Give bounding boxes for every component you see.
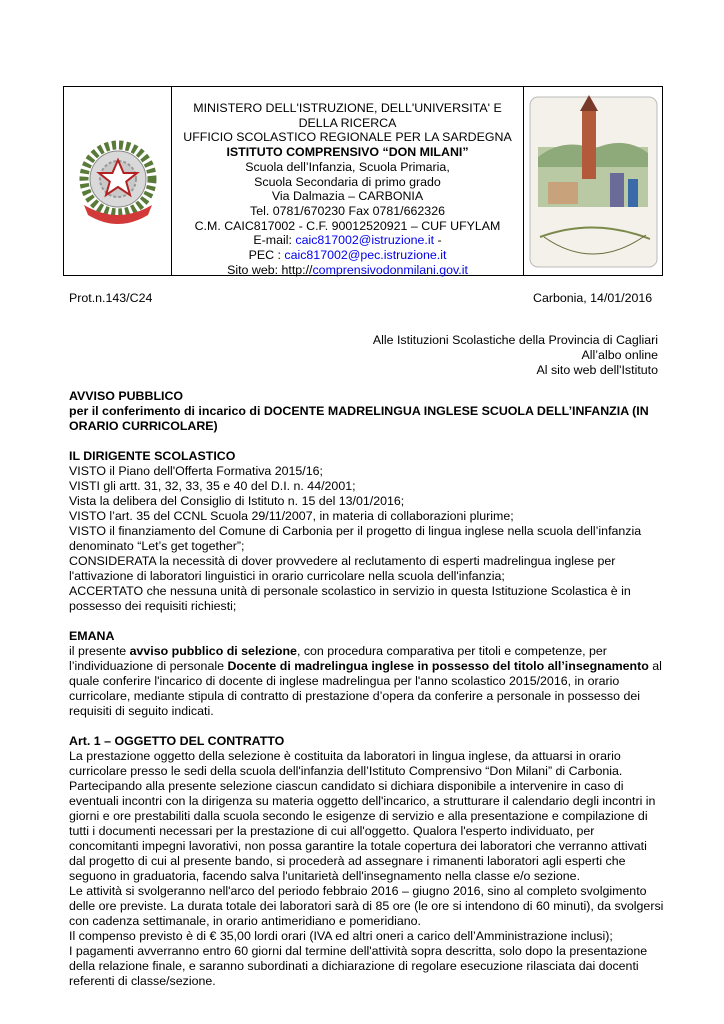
school-logo-icon xyxy=(524,87,663,275)
school-codes: C.M. CAIC817002 - C.F. 90012520921 – CUF UFYLAM xyxy=(194,218,501,233)
visto-line: denominato “Let’s get together”; xyxy=(69,539,245,553)
recipient-item: All’albo online xyxy=(581,347,658,362)
website-link[interactable]: comprensivodonmilani.gov.it xyxy=(312,262,468,277)
visto-line: VISTI gli artt. 31, 32, 33, 35 e 40 del D.I. n. 44/2001; xyxy=(69,479,356,493)
visto-line: VISTO il Piano dell'Offerta Formativa 2015/16; xyxy=(69,464,323,478)
pec-link[interactable]: caic817002@pec.istruzione.it xyxy=(284,248,447,263)
article-1-line: giorni e ore prestabiliti dalla scuola secondo le esigenze di servizio e alla presentazione e compilazione di xyxy=(69,809,648,823)
document-body xyxy=(69,389,664,989)
school-name: ISTITUTO COMPRENSIVO “DON MILANI” xyxy=(226,145,469,160)
visto-line: VISTO il finanziamento del Comune di Carbonia per il progetto di lingua inglese nella scuola dell’infanzia xyxy=(69,524,642,538)
website-line: Sito web: http://comprensivodonmilani.gov.it xyxy=(227,262,468,277)
article-1-line: Le attività si svolgeranno nell'arco del periodo febbraio 2016 – giugno 2016, sino al completo svolgimento xyxy=(69,884,647,898)
article-1-line: delle ore previste. La durata totale dei laboratori sarà di 85 ore (le ore si intendono di 60 minuti), da svolgersi xyxy=(69,899,664,913)
email-line: E-mail: caic817002@istruzione.it - xyxy=(253,233,442,248)
article-1-line: seguono in graduatoria, facendo salva l'unitarietà dell'insegnamento nella classe e/o sezione. xyxy=(69,869,581,883)
protocol-number: Prot.n.143/C24 xyxy=(69,291,153,305)
visto-line: VISTO l’art. 35 del CCNL Scuola 29/11/2007, in materia di collaborazioni plurime; xyxy=(69,509,514,523)
emana-line: quale conferire l'incarico di docente di inglese madrelingua per l'anno scolastico 2015/2016, in orario xyxy=(69,674,620,688)
italian-republic-emblem-icon xyxy=(64,87,172,275)
notice-subtitle-1: per il conferimento di incarico di DOCENTE MADRELINGUA INGLESE SCUOLA DELL’INFANZIA (IN xyxy=(69,404,649,418)
notice-subtitle-2: ORARIO CURRICOLARE) xyxy=(69,419,218,433)
article-1-line: dal progetto di cui al presente bando, si procederà ad assegnare i rimanenti laboratori agli esperti che xyxy=(69,854,626,868)
visto-line: CONSIDERATA la necessità di dover provvedere al reclutamento di esperti madrelingua inglese per xyxy=(69,554,616,568)
article-1-line: La prestazione oggetto della selezione è costituita da laboratori in lingua inglese, da attuarsi in orario xyxy=(69,749,621,763)
emblem-cell xyxy=(64,87,172,275)
article-1-title: Art. 1 – OGGETTO DEL CONTRATTO xyxy=(69,734,285,748)
recipient-item: Alle Istituzioni Scolastiche della Provincia di Cagliari xyxy=(372,333,658,347)
article-1-line: curricolare presso le sedi della scuola dell'infanzia dell’Istituto Comprensivo “Don Milani” di Carbonia. xyxy=(69,764,623,778)
regional-office: UFFICIO SCOLASTICO REGIONALE PER LA SARDEGNA xyxy=(183,130,512,145)
emana-heading: EMANA xyxy=(69,629,115,643)
institution-info xyxy=(172,87,524,275)
article-1-line: Partecipando alla presente selezione ciascun candidato si dichiara disponibile a intervenire in caso di xyxy=(69,779,624,793)
dirigente-heading: IL DIRIGENTE SCOLASTICO xyxy=(69,449,236,463)
recipients xyxy=(373,333,658,377)
school-address: Via Dalmazia – CARBONIA xyxy=(271,189,424,204)
article-1-line: concomitanti impegni lavorativi, non possa garantire la totale copertura dei laboratori che verranno attivati xyxy=(69,839,647,853)
visto-line: l'attivazione di laboratori linguistici in orario curricolare nella scuola dell'infanzia; xyxy=(69,569,505,583)
ministry-line-1: MINISTERO DELL'ISTRUZIONE, DELL'UNIVERSITA' E xyxy=(193,101,502,115)
article-1-line: Il compenso previsto è di € 35,00 lordi orari (IVA ed altri oneri a carico dell’Amministrazione inclusi); xyxy=(69,929,613,943)
school-phone: Tel. 0781/670230 Fax 0781/662326 xyxy=(250,203,445,218)
notice-title: AVVISO PUBBLICO xyxy=(69,389,184,403)
article-1-line: eventuali incontri con la dirigenza su materia oggetto dell'incarico, a strutturare il calendario degli incontri in xyxy=(69,794,656,808)
ministry-line-2: DELLA RICERCA xyxy=(298,115,397,130)
emana-line: curricolare, mediante stipula di contratto di prestazione d’opera da conferire a personale in possesso dei xyxy=(69,689,640,703)
article-1-line: I pagamenti avverranno entro 60 giorni dal termine dell'attività sopra descritta, solo dopo la presentazione xyxy=(69,944,648,958)
article-1-line: referenti di classe/sezione. xyxy=(69,974,216,988)
recipient-item: Al sito web dell'Istituto xyxy=(536,362,658,377)
emana-line: il presente avviso pubblico di selezione, con procedura comparativa per titoli e competenze, per xyxy=(69,644,607,658)
school-levels-1: Scuola dell’Infanzia, Scuola Primaria, xyxy=(245,159,450,174)
article-1-line: con cadenza settimanale, in orario antimeridiano e pomeridiano. xyxy=(69,914,421,928)
pec-line: PEC : caic817002@pec.istruzione.it xyxy=(248,248,447,263)
article-1-line: della relazione finale, e saranno subordinati a dichiarazione di regolare esecuzione rilasciata dai docenti xyxy=(69,959,639,973)
email-link[interactable]: caic817002@istruzione.it xyxy=(295,233,435,248)
visto-line: ACCERTATO che nessuna unità di personale scolastico in servizio in questa Istituzione Scolastica è in xyxy=(69,584,631,598)
school-levels-2: Scuola Secondaria di primo grado xyxy=(254,174,441,189)
document-date: Carbonia, 14/01/2016 xyxy=(533,291,653,305)
visto-line: possesso dei requisiti richiesti; xyxy=(69,599,237,613)
emana-line: l’individuazione di personale Docente di madrelingua inglese in possesso del titolo all’insegnamento al xyxy=(69,659,662,673)
visto-line: Vista la delibera del Consiglio di Istituto n. 15 del 13/01/2016; xyxy=(69,494,405,508)
article-1-line: tutti i documenti necessari per la prestazione di cui all'oggetto. Qualora l'esperto individuato, per xyxy=(69,824,595,838)
school-logo-cell xyxy=(524,87,663,275)
emana-line: requisiti di seguito indicati. xyxy=(69,704,214,718)
letterhead xyxy=(63,86,663,276)
